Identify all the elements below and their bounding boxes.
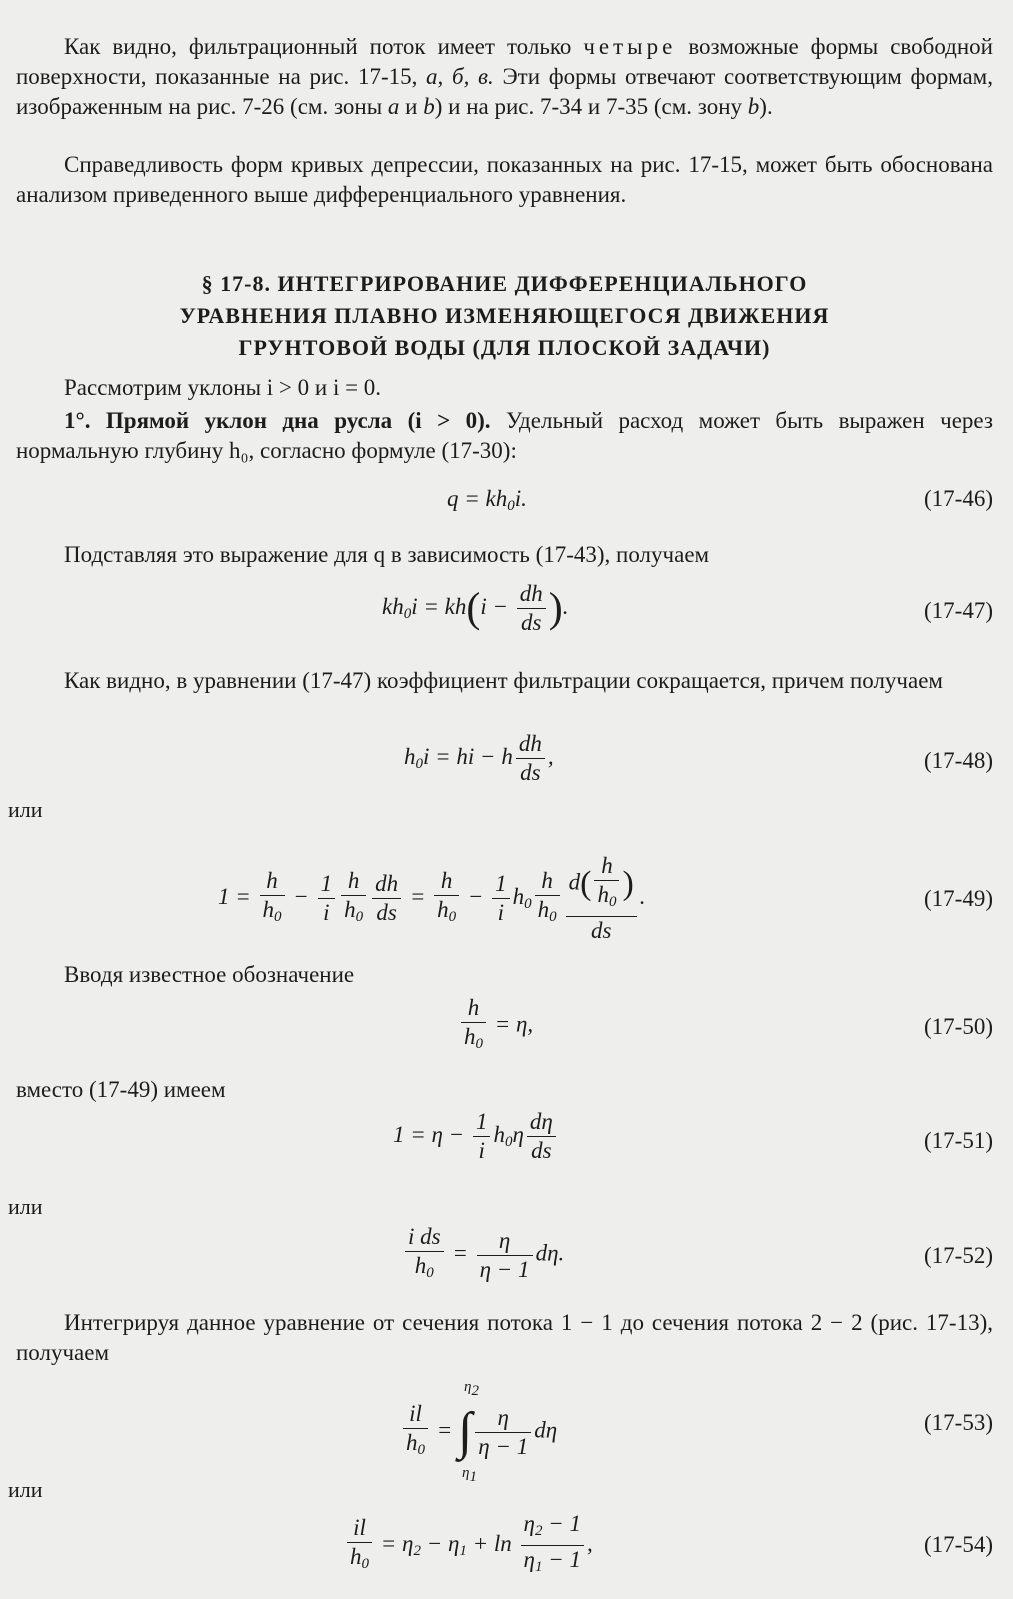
equation-17-52: $\frac{\text{i ds}}{h_0}$ = $\frac{\eta}{\eta - 1}$ dη. (17-52) (0, 1223, 993, 1287)
connector-word: или (8, 1477, 43, 1502)
equation-17-53: $\frac{il}{h_0}$ = ∫ $\frac{\eta}{\eta - 1}$ dη $\eta_2$ $\eta_1$ (17-53) (0, 1372, 993, 1482)
paragraph-text: вместо (17-49) имеем (16, 1077, 226, 1102)
paragraph-integrating (16, 1308, 993, 1368)
paragraph-text: Интегрируя данное уравнение от сечения потока 1 − 1 до сечения потока 2 − 2 (рис. 17-13), получаем (16, 1310, 993, 1365)
text: ) и на рис. 7-34 и 7-35 (см. зону (434, 94, 748, 119)
paragraph-text: Справедливость форм кривых депрессии, показанных на рис. 17-15, может быть обоснована анализом приведенного выше дифференциального уравнения. (16, 152, 993, 207)
equation-number: (17-54) (924, 1532, 993, 1557)
equation-17-49: 1 = $\frac{h}{h_0}$ − $\frac{1}{i}$ $\frac{h}{h_0}$ $\frac{dh}{ds}$ = $\frac{h}{h_0}$ − $\frac{1}{i}$ $h_0$ $\frac{h}{h_0}$ d( $\frac{h}{h_0}$ ) ds . (17-49) (218, 853, 993, 943)
paragraph-justification (16, 150, 993, 210)
equation-17-48: $h_0i$ = hi − h $\frac{dh}{ds}$ , (17-48) (404, 731, 993, 785)
equation-number: (17-46) (924, 486, 993, 511)
paragraph-direct-slope (16, 406, 993, 466)
equation-number: (17-53) (924, 1410, 993, 1435)
equation-number: (17-47) (924, 598, 993, 623)
text: возможные формы свободной поверхности, показанные на рис. 17-15, (16, 34, 993, 89)
connector-word: или (8, 1194, 43, 1219)
text: а, б, в. (417, 64, 494, 89)
section-heading (16, 268, 993, 364)
paragraph-text: Подставляя это выражение для q в зависимость (17-43), получаем (64, 542, 710, 567)
paragraph-notation (16, 960, 993, 990)
spaced-word: четыре (583, 34, 677, 59)
equation-number: (17-50) (924, 1014, 993, 1039)
paragraph-text: Удельный расход может быть выражен через нормальную глубину h₀, согласно формуле (17-30): (16, 408, 993, 463)
paragraph-instead (16, 1075, 993, 1105)
paragraph-substituting (16, 540, 993, 570)
paragraph-text: Вводя известное обозначение (64, 962, 355, 987)
equation-number: (17-49) (924, 886, 993, 911)
equation-17-50: $\frac{h}{h_0}$ = η, (17-50) (0, 994, 993, 1058)
paragraph-text: Рассмотрим уклоны i > 0 и i = 0. (64, 375, 382, 400)
text: a (387, 94, 400, 119)
text: Эти формы отвечают соответствующим формам, изображенным на рис. 7-26 (см. зоны (16, 64, 993, 119)
equation-17-51: 1 = η − $\frac{1}{i}$ $h_0\eta$ $\frac{d\eta}{ds}$ (17-51) (393, 1109, 993, 1163)
text: ). (759, 94, 773, 119)
text: b (747, 94, 760, 119)
equation-number: (17-52) (924, 1243, 993, 1268)
text: и (399, 94, 424, 119)
equation-17-47: $kh_0i = kh(i$ − $\frac{dh}{ds}$ ). (17-47) (382, 581, 993, 635)
connector-word: или (8, 797, 43, 822)
equation-17-46: $q = kh_0i$. (17-46) (447, 486, 993, 514)
paragraph-text: Как видно, в уравнении (17-47) коэффициент фильтрации сокращается, причем получаем (64, 668, 943, 693)
paragraph-consider-slopes (16, 373, 993, 403)
heading-line-3: ГРУНТОВОЙ ВОДЫ (ДЛЯ ПЛОСКОЙ ЗАДАЧИ) (238, 335, 771, 360)
heading-line-2: УРАВНЕНИЯ ПЛАВНО ИЗМЕНЯЮЩЕГОСЯ ДВИЖЕНИЯ (179, 303, 830, 328)
heading-line-1: § 17-8. ИНТЕГРИРОВАНИЕ ДИФФЕРЕНЦИАЛЬНОГО (201, 271, 808, 296)
equation-17-54: $\frac{il}{h_0}$ = $\eta_2 - \eta_1 + \ln$ $\frac{\eta_2 - 1}{\eta_1 - 1}$ , (17-54) (0, 1510, 993, 1578)
text: b (423, 94, 435, 119)
text: Как видно, фильтрационный поток имеет только (64, 34, 584, 59)
subsection-title: 1°. Прямой уклон дна русла (i > 0). (64, 408, 491, 433)
equation-number: (17-48) (924, 748, 993, 773)
paragraph-filtration-coefficient (16, 666, 993, 696)
paragraph-free-surface-forms (16, 32, 993, 122)
equation-number: (17-51) (924, 1128, 993, 1153)
